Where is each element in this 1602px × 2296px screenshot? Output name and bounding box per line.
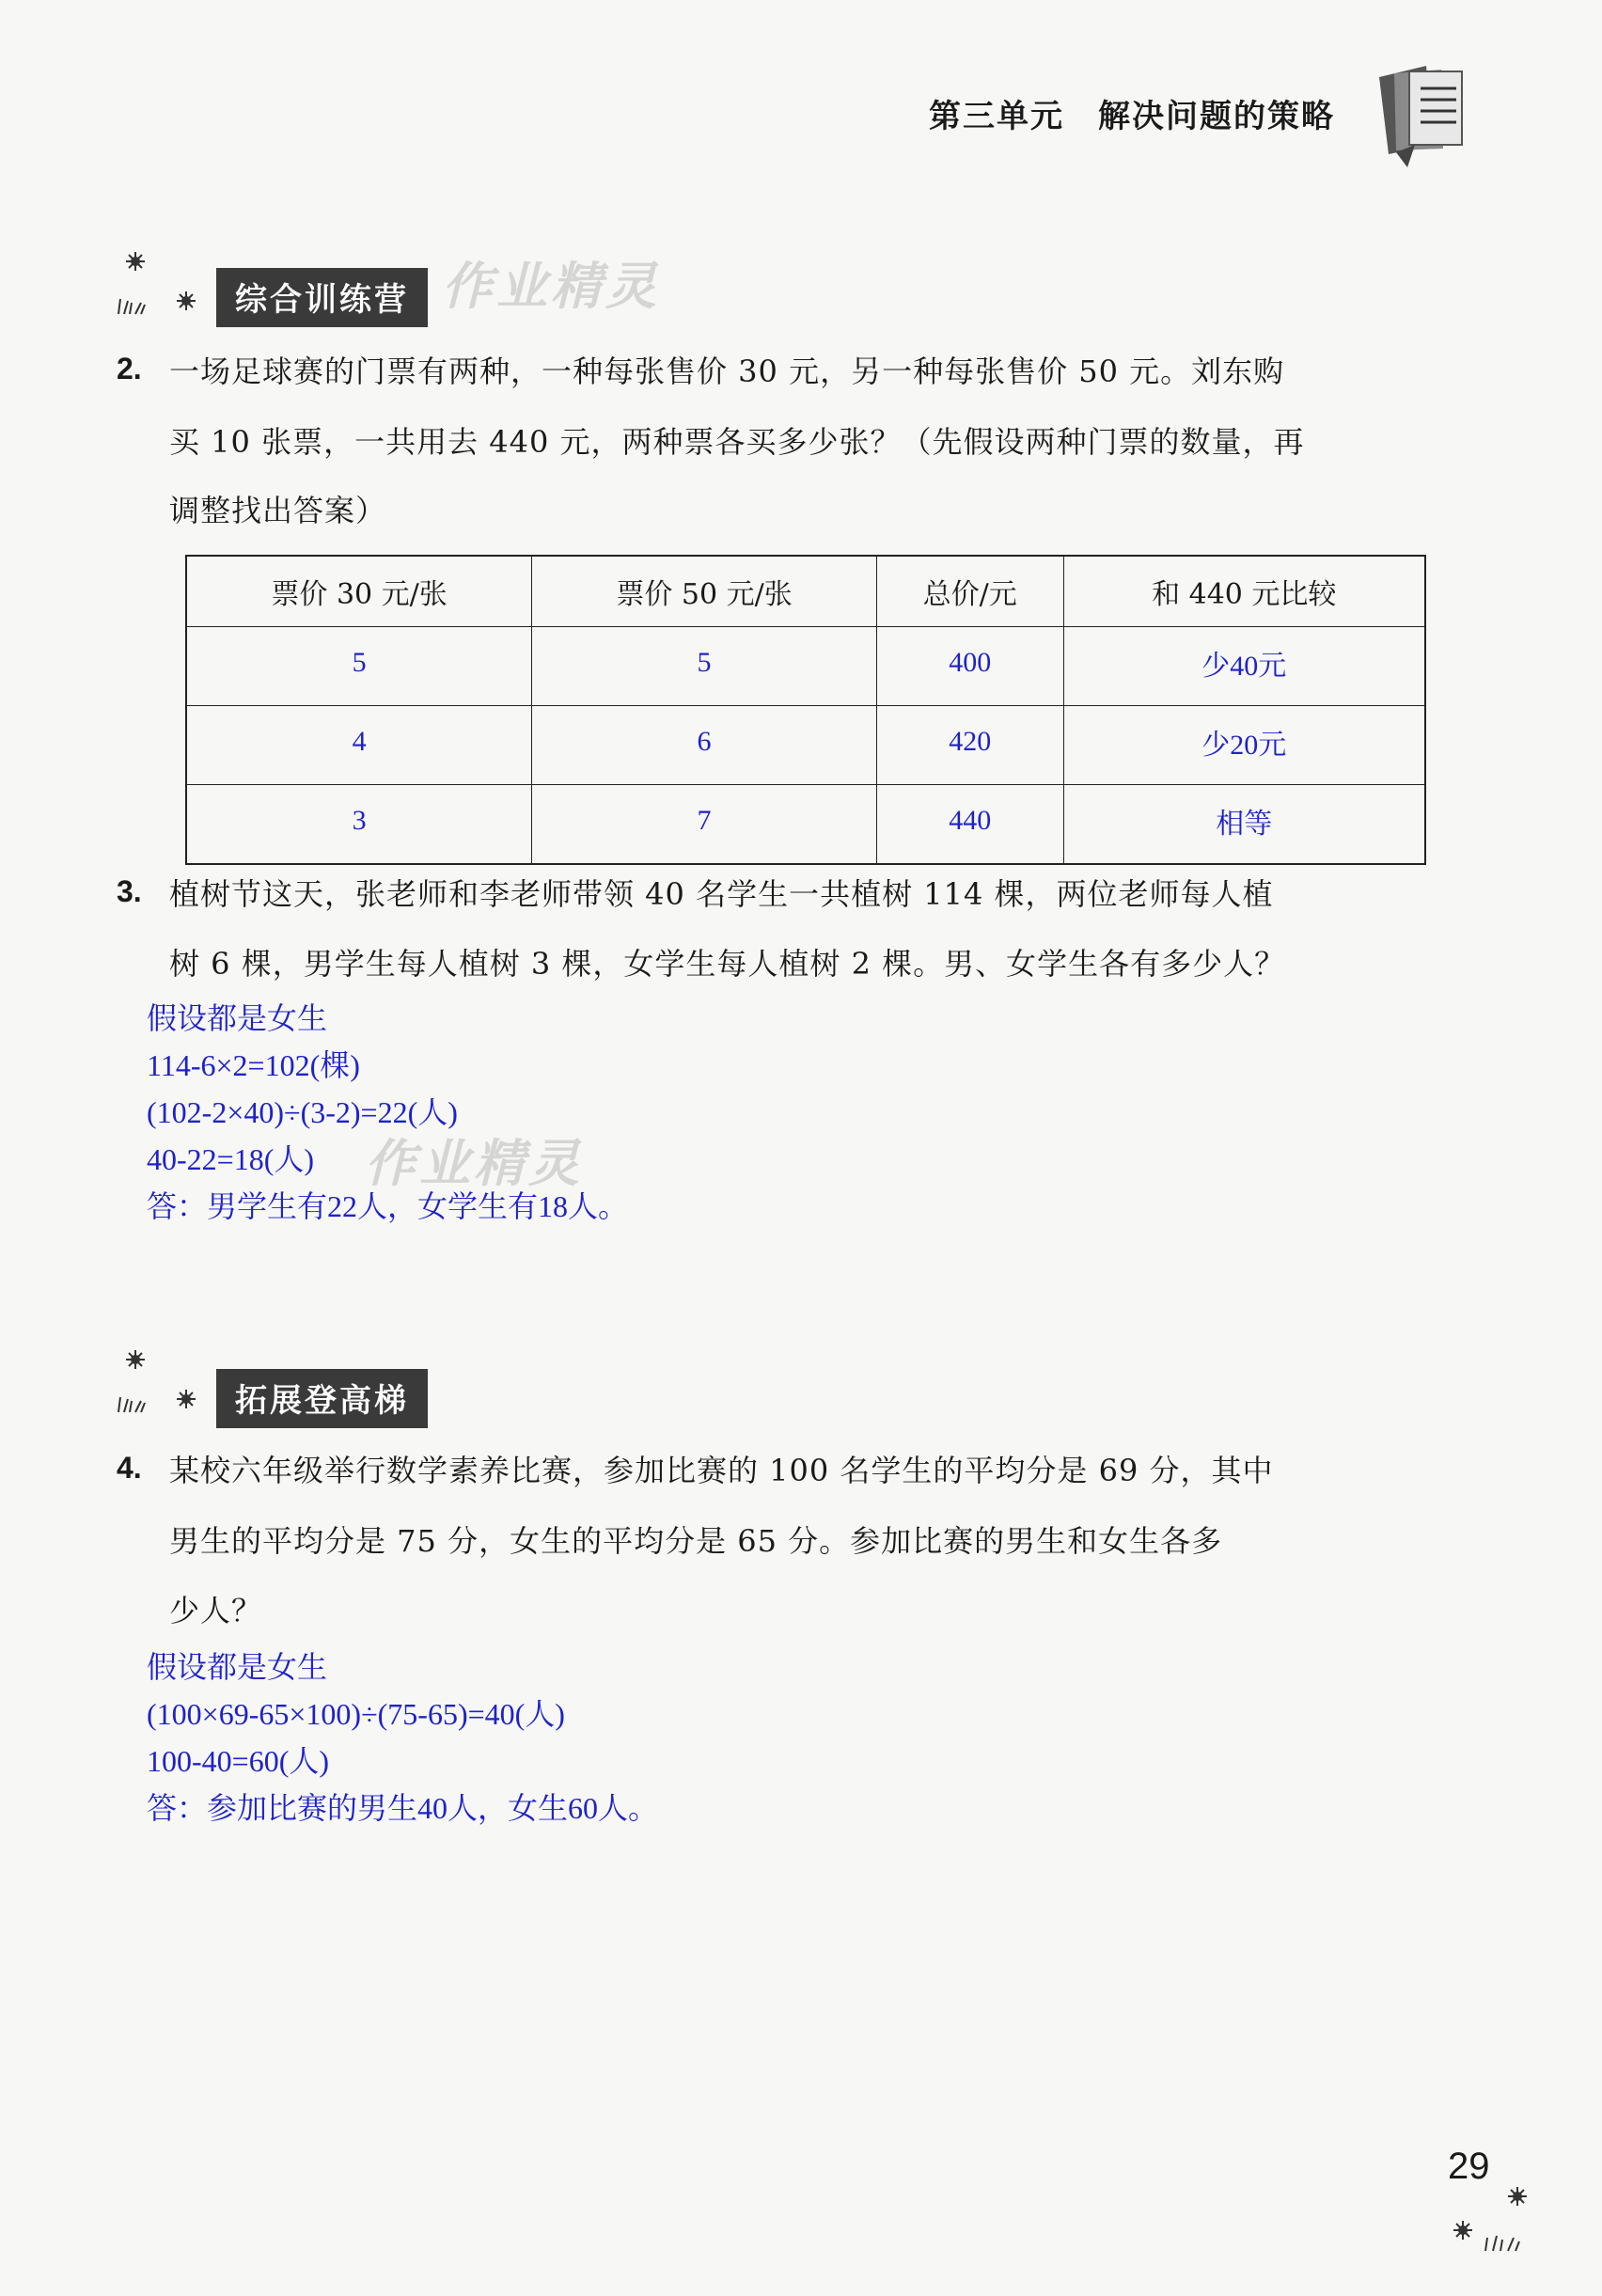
question-number: 3.: [117, 874, 142, 908]
question-number: 2.: [117, 352, 142, 385]
flower-grass-icon: [1438, 2183, 1542, 2258]
table-cell: 6: [532, 706, 877, 785]
section-tag-training: 综合训练营: [216, 268, 428, 327]
table-header-row: [186, 556, 1425, 627]
table-header-cell: 票价 50 元/张: [532, 556, 877, 627]
question-text-line: 买 10 张票，一共用去 440 元，两种票各买多少张？（先假设两种门票的数量，再: [169, 424, 1305, 460]
table-cell: 少40元: [1063, 627, 1425, 706]
unit-header: [929, 90, 1335, 136]
table-header-cell: 总价/元: [876, 556, 1063, 627]
question-number: 4.: [117, 1451, 142, 1485]
table-cell: 420: [876, 706, 1063, 785]
answer-line: 假设都是女生: [147, 1650, 328, 1684]
question-text-line: 少人？: [169, 1593, 263, 1628]
section-tag-extension: 拓展登高梯: [216, 1369, 428, 1428]
table-cell: 440: [876, 785, 1063, 865]
question-text-line: 植树节这天，张老师和李老师带领 40 名学生一共植树 114 棵，两位老师每人植: [169, 876, 1274, 912]
table-cell: 5: [532, 627, 877, 706]
flower-grass-icon: [111, 1345, 214, 1420]
table-cell: 少20元: [1063, 706, 1425, 785]
page-number: 29: [1448, 2146, 1490, 2187]
answer-line: 假设都是女生: [147, 1001, 328, 1035]
table-cell: 4: [186, 706, 532, 785]
table-row: [186, 785, 1425, 865]
watermark: 作业精灵: [365, 1134, 583, 1193]
answer-line: 答：参加比赛的男生40人，女生60人。: [147, 1791, 659, 1825]
answer-line: (102-2×40)÷(3-2)=22(人): [147, 1095, 458, 1129]
unit-title-text: 解决问题的策略: [1098, 98, 1335, 135]
question-text-line: 一场足球赛的门票有两种，一种每张售价 30 元，另一种每张售价 50 元。刘东购: [169, 354, 1285, 389]
ticket-table: [185, 555, 1426, 865]
answer-line: (100×69-65×100)÷(75-65)=40(人): [147, 1697, 565, 1731]
stacked-papers-icon: [1368, 58, 1481, 171]
table-row: [186, 627, 1425, 706]
table-row: [186, 706, 1425, 785]
table-cell: 相等: [1063, 785, 1425, 865]
table-cell: 7: [532, 785, 877, 865]
watermark: 作业精灵: [442, 257, 660, 316]
table-cell: 400: [876, 627, 1063, 706]
question-text-line: 某校六年级举行数学素养比赛，参加比赛的 100 名学生的平均分是 69 分，其中: [169, 1453, 1274, 1488]
table-cell: 3: [186, 785, 532, 865]
answer-line: 100-40=60(人): [147, 1744, 330, 1778]
question-text-line: 男生的平均分是 75 分，女生的平均分是 65 分。参加比赛的男生和女生各多: [169, 1523, 1223, 1559]
flower-grass-icon: [111, 246, 214, 322]
table-header-cell: 票价 30 元/张: [186, 556, 532, 627]
unit-label: 第三单元: [929, 98, 1064, 135]
answer-line: 答：男学生有22人，女学生有18人。: [147, 1189, 629, 1223]
answer-line: 40-22=18(人): [147, 1142, 315, 1176]
question-text-line: 树 6 棵，男学生每人植树 3 棵，女学生每人植树 2 棵。男、女学生各有多少人？: [169, 946, 1286, 982]
question-text-line: 调整找出答案）: [169, 493, 387, 528]
table-cell: 5: [186, 627, 532, 706]
answer-line: 114-6×2=102(棵): [147, 1048, 360, 1082]
table-header-cell: 和 440 元比较: [1063, 556, 1425, 627]
